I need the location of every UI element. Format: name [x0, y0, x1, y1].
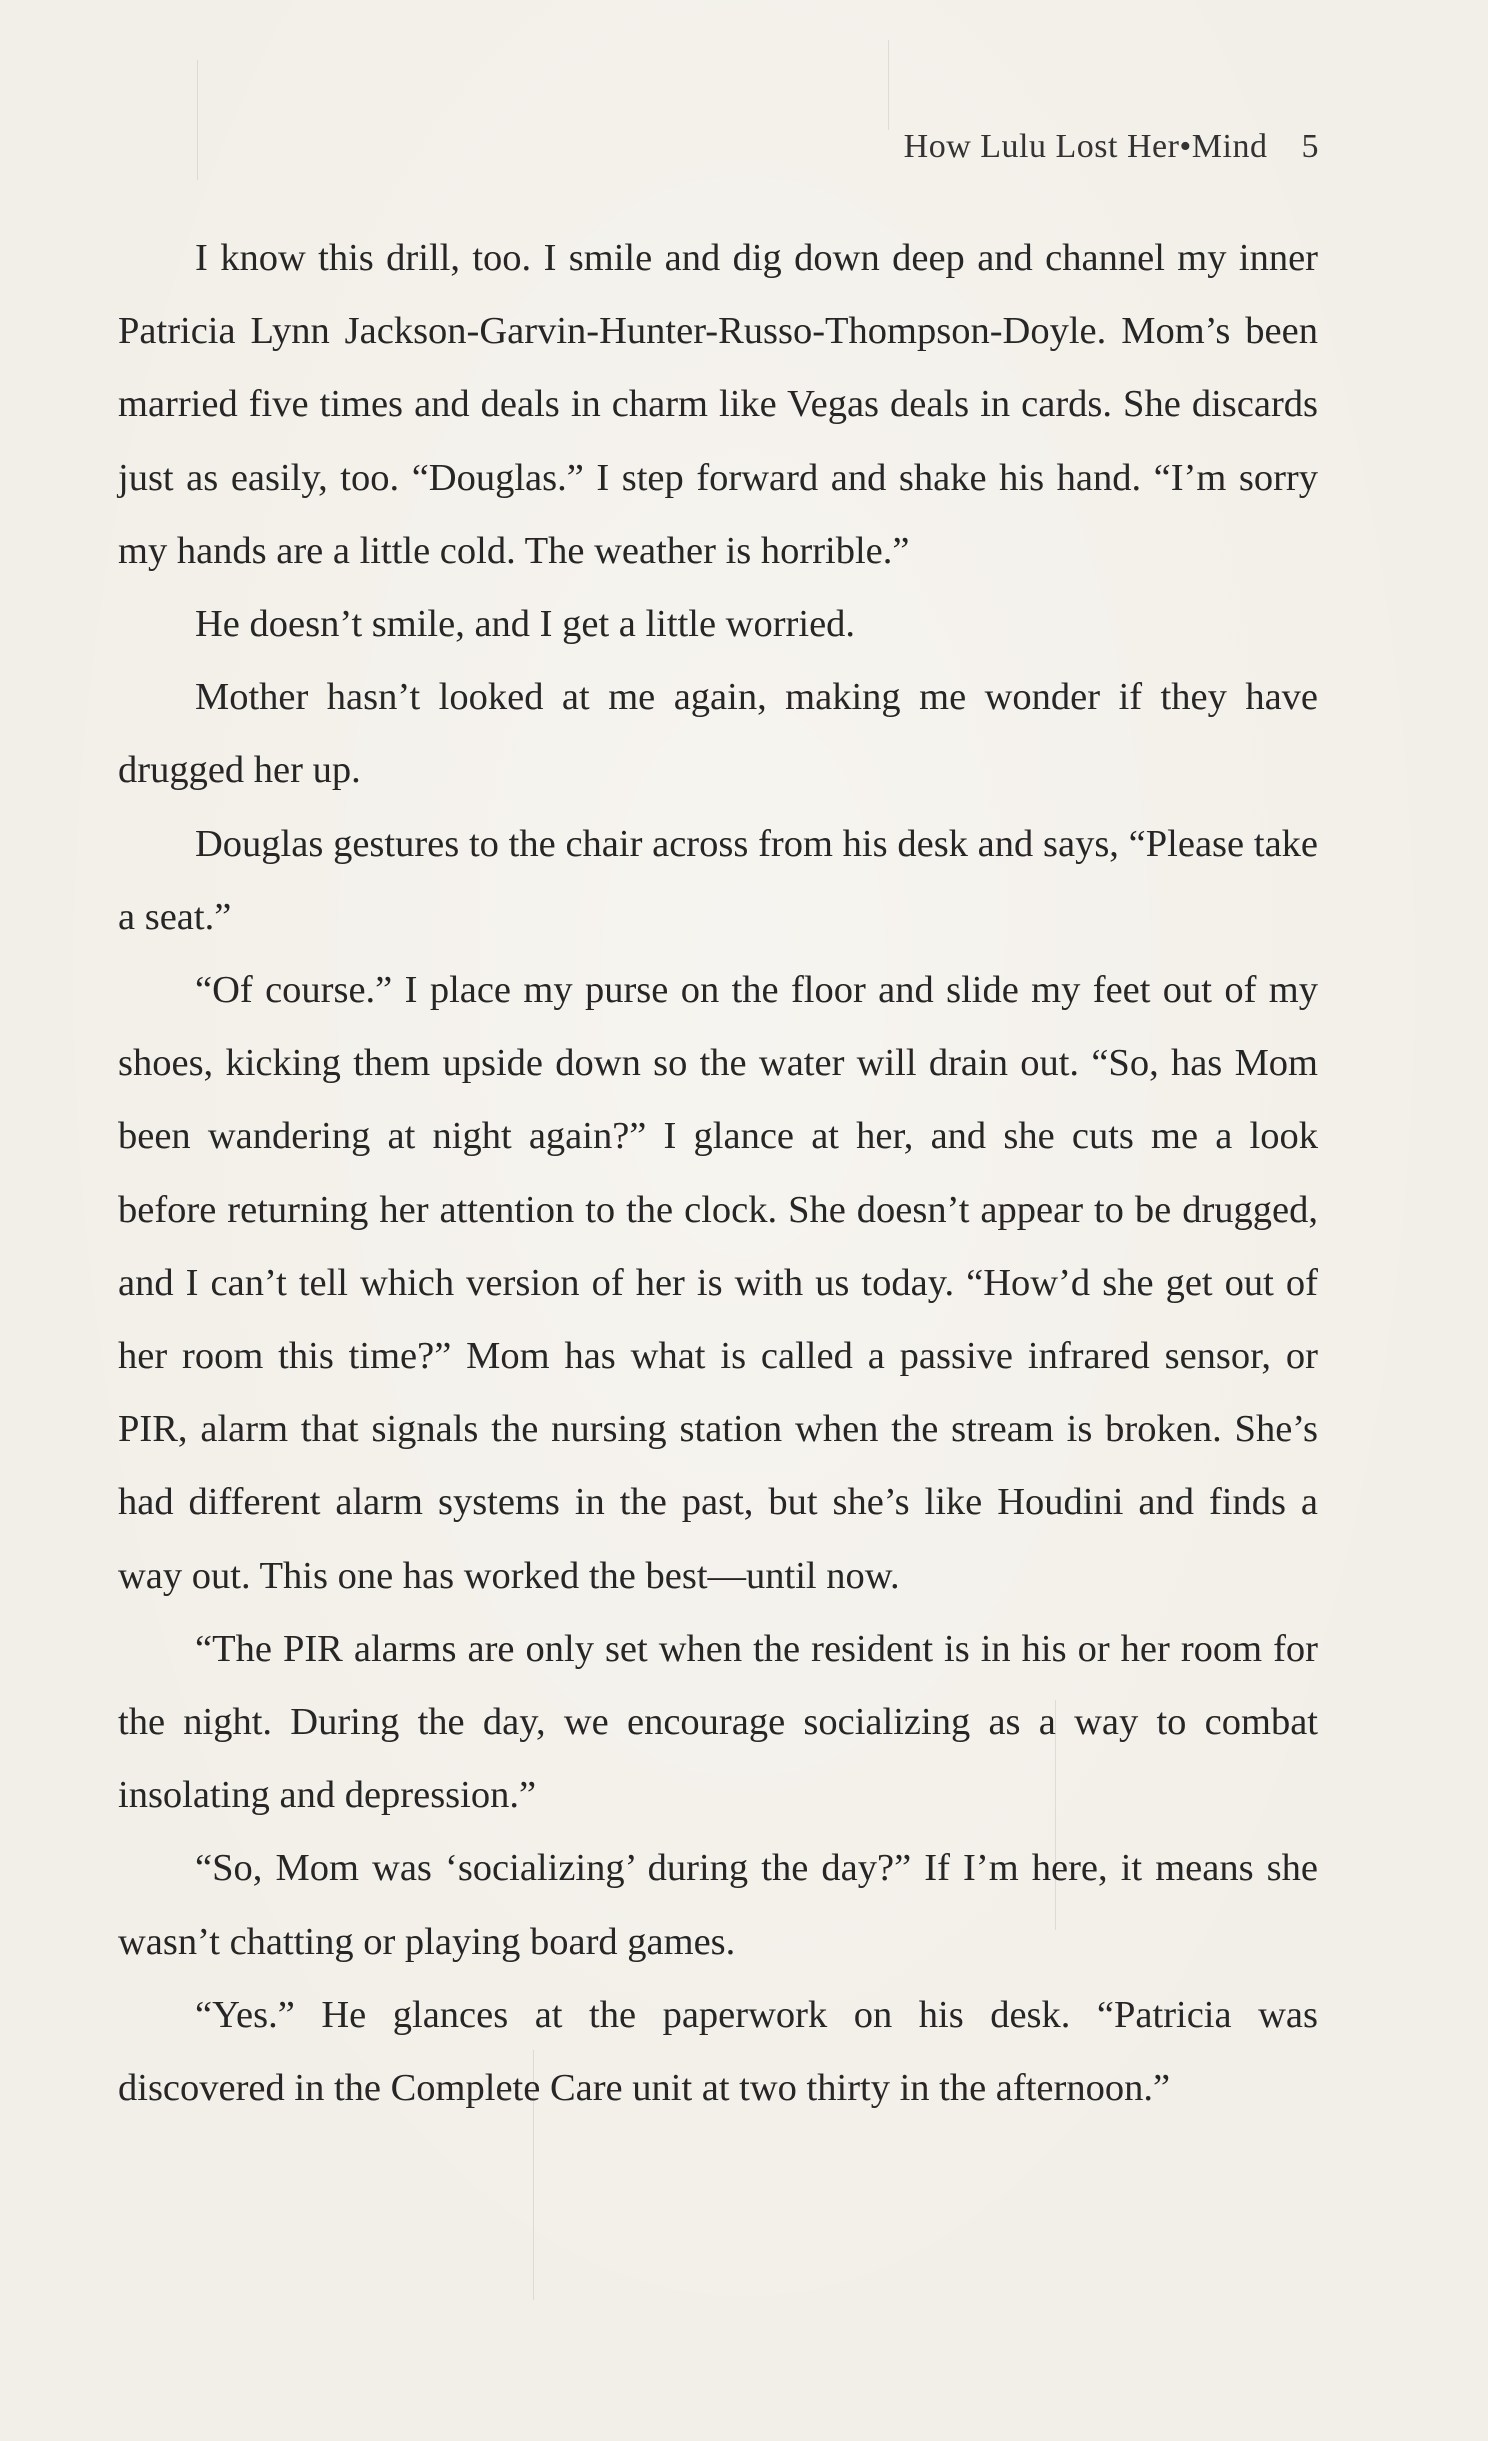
paragraph: Mother hasn’t looked at me again, making me wonder if they have drugged her up.: [118, 676, 1318, 792]
paragraph: I know this drill, too. I smile and dig down deep and channel my inner Patricia Lynn Jackson-Garvin-Hunter-Russo-Thompson-Doyle. Mom’s been married five times and deals in charm like Vegas deals in cards. She discards just as easily, too. “Douglas.” I step forward and shake his hand. “I’m sorry my hands are a little cold. The weather is horrible.”: [118, 237, 1318, 572]
paragraph: Douglas gestures to the chair across from his desk and says, “Please take a seat.”: [118, 822, 1318, 938]
paragraph: “So, Mom was ‘socializing’ during the day?” If I’m here, it means she wasn’t chatting or playing board games.: [118, 1847, 1318, 1963]
paragraph: “Yes.” He glances at the paperwork on his desk. “Patricia was discovered in the Complete Care unit at two thirty in the afternoon.”: [118, 1993, 1318, 2110]
page-number: 5: [1301, 128, 1319, 165]
paragraph: He doesn’t smile, and I get a little worried.: [195, 603, 856, 646]
scan-artifact-line: [888, 40, 889, 130]
scan-artifact-line: [197, 60, 198, 180]
paragraph: “The PIR alarms are only set when the resident is in his or her room for the night. During the day, we encourage socializing as a way to combat insolating and depression.”: [118, 1627, 1318, 1817]
book-title: How Lulu Lost Her•Mind: [903, 128, 1268, 165]
paragraph: “Of course.” I place my purse on the floor and slide my feet out of my shoes, kicking them upside down so the water will drain out. “So, has Mom been wandering at night again?” I glance at her, and she cuts me a look before returning her attention to the clock. She doesn’t appear to be drugged, and I can’t tell which version of her is with us today. “How’d she get out of her room this time?” Mom has what is called a passive infrared sensor, or PIR, alarm that signals the nursing station when the stream is broken. She’s had different alarm systems in the past, but she’s like Houdini and finds a way out. This one has worked the best—until now.: [118, 969, 1318, 1597]
body-text: [118, 222, 1318, 2125]
running-head: [904, 128, 1319, 166]
